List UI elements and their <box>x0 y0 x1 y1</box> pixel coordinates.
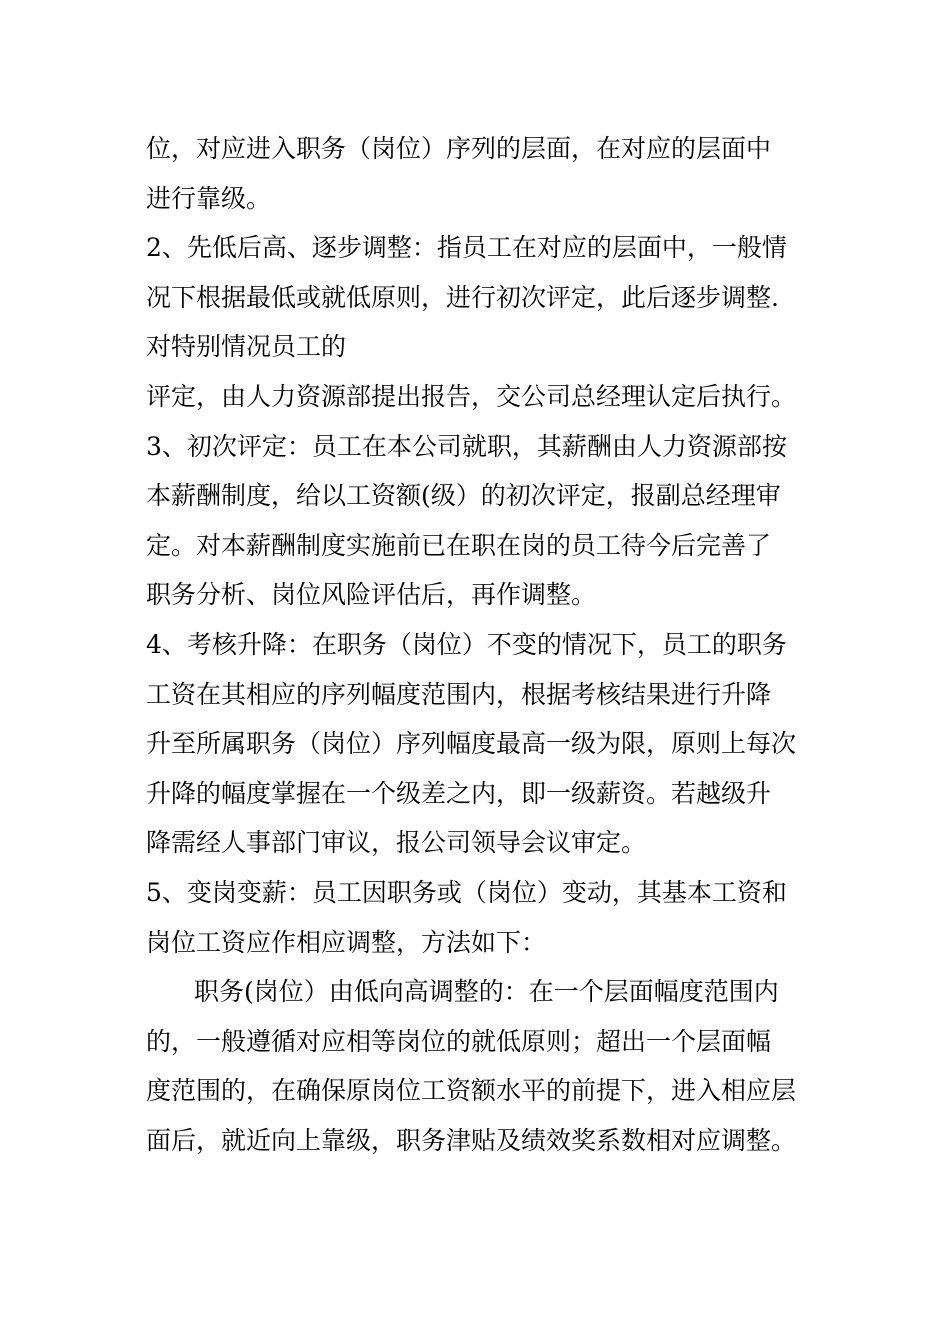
text-line: 进行靠级。 <box>146 183 272 213</box>
text-line: 定。对本薪酬制度实施前已在职在岗的员工待今后完善了 <box>146 530 772 560</box>
text-line: 5、变岗变薪：员工因职务或（岗位）变动，其基本工资和 <box>146 877 787 907</box>
text-line: 位，对应进入职务（岗位）序列的层面，在对应的层面中 <box>146 134 772 163</box>
text-line: 2、先低后高、逐步调整：指员工在对应的层面中，一般情 <box>146 233 787 263</box>
text-line: 3、初次评定：员工在本公司就职，其薪酬由人力资源部按 <box>146 431 787 461</box>
document-body <box>146 124 812 1165</box>
text-line: 度范围的，在确保原岗位工资额水平的前提下，进入相应层 <box>146 1076 797 1106</box>
text-line: 岗位工资应作相应调整，方法如下： <box>146 927 547 957</box>
text-line: 降需经人事部门审议，报公司领导会议审定。 <box>146 828 647 858</box>
text-line: 升至所属职务（岗位）序列幅度最高一级为限，原则上每次 <box>146 729 797 759</box>
text-line: 评定，由人力资源部提出报告，交公司总经理认定后执行。 <box>146 381 797 411</box>
text-line: 面后，就近向上靠级，职务津贴及绩效奖系数相对应调整。 <box>146 1125 797 1155</box>
text-line: 4、考核升降：在职务（岗位）不变的情况下，员工的职务 <box>146 629 787 659</box>
text-line: 职务分析、岗位风险评估后，再作调整。 <box>146 580 597 610</box>
text-line: 的，一般遵循对应相等岗位的就低原则；超出一个层面幅 <box>146 1026 772 1056</box>
text-line: 本薪酬制度，给以工资额(级）的初次评定，报副总经理审 <box>146 481 781 511</box>
text-line: 况下根据最低或就低原则，进行初次评定，此后逐步调整. <box>146 282 779 312</box>
text-line-indented: 职务(岗位）由低向高调整的：在一个层面幅度范围内 <box>194 977 779 1007</box>
text-line: 对特别情况员工的 <box>146 332 347 362</box>
text-line: 升降的幅度掌握在一个级差之内，即一级薪资。若越级升 <box>146 778 772 808</box>
text-line: 工资在其相应的序列幅度范围内，根据考核结果进行升降 <box>146 679 772 709</box>
